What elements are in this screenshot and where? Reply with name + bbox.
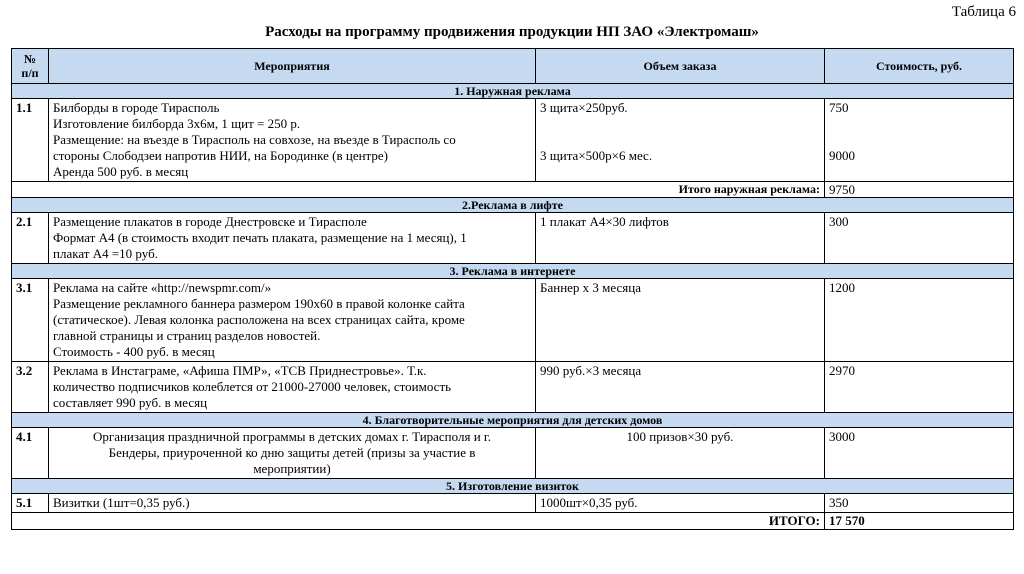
table-header-row [12, 49, 1014, 84]
cost-line: 9000 [829, 148, 855, 163]
activity-line: Размещение плакатов в городе Днестровске и Тирасполе [53, 214, 367, 229]
activity-line: Размещение рекламного баннера размером 190х60 в правой колонке сайта [53, 296, 465, 311]
activity-line: Организация праздничной программы в детских домах г. Тирасполя и г. [92, 429, 492, 444]
row-number: 2.1 [12, 213, 49, 264]
header-cost: Стоимость, руб. [825, 49, 1014, 84]
row-volume: Баннер х 3 месяца [536, 279, 825, 362]
header-volume: Объем заказа [536, 49, 825, 84]
document-title: Расходы на программу продвижения продукции НП ЗАО «Электромаш» [265, 24, 759, 40]
row-volume: 100 призов×30 руб. [536, 428, 825, 479]
row-activity [49, 213, 536, 264]
activity-line: Бендеры, приуроченной ко дню защиты детей (призы за участие в [108, 445, 476, 460]
section-header [12, 198, 1014, 213]
row-number: 5.1 [12, 494, 49, 513]
activity-line: Размещение: на въезде в Тирасполь на совхозе, на въезде в Тирасполь со [53, 132, 456, 147]
section-title: 5. Изготовление визиток [12, 479, 1014, 494]
row-volume [536, 99, 825, 182]
row-activity [49, 99, 536, 182]
subtotal-row [12, 182, 1014, 198]
section-header [12, 264, 1014, 279]
activity-line: Визитки (1шт=0,35 руб.) [53, 495, 190, 510]
table-row [12, 428, 1014, 479]
activity-line: составляет 990 руб. в месяц [53, 395, 208, 410]
section-title: 2.Реклама в лифте [12, 198, 1014, 213]
row-cost: 3000 [825, 428, 1014, 479]
activity-line: Реклама на сайте «http://newspmr.com/» [53, 280, 272, 295]
row-volume: 1000шт×0,35 руб. [536, 494, 825, 513]
section-header [12, 84, 1014, 99]
activity-line: Аренда 500 руб. в месяц [53, 164, 189, 179]
row-activity [49, 279, 536, 362]
grand-total-value: 17 570 [825, 513, 1014, 530]
row-activity [49, 362, 536, 413]
expenses-table [11, 48, 1014, 530]
section-header [12, 479, 1014, 494]
row-cost: 1200 [825, 279, 1014, 362]
row-number: 3.1 [12, 279, 49, 362]
section-title: 1. Наружная реклама [12, 84, 1014, 99]
row-number: 4.1 [12, 428, 49, 479]
volume-line: 3 щита×500р×6 мес. [540, 148, 653, 163]
grand-total-label: ИТОГО: [12, 513, 825, 530]
subtotal-value: 9750 [825, 182, 1014, 198]
row-activity [49, 494, 536, 513]
table-row [12, 279, 1014, 362]
section-title: 3. Реклама в интернете [12, 264, 1014, 279]
section-title: 4. Благотворительные мероприятия для детских домов [12, 413, 1014, 428]
volume-spacer [540, 116, 820, 132]
cost-spacer [829, 132, 1009, 148]
row-volume: 1 плакат А4×30 лифтов [536, 213, 825, 264]
table-row [12, 213, 1014, 264]
table-row [12, 362, 1014, 413]
row-number: 1.1 [12, 99, 49, 182]
row-volume: 990 руб.×3 месяца [536, 362, 825, 413]
cost-spacer [829, 116, 1009, 132]
header-number [12, 49, 49, 84]
activity-line: Стоимость - 400 руб. в месяц [53, 344, 215, 359]
table-row [12, 99, 1014, 182]
subtotal-label: Итого наружная реклама: [12, 182, 825, 198]
header-number-line1: № [23, 52, 37, 66]
activity-line: Билборды в городе Тирасполь [53, 100, 220, 115]
activity-line: количество подписчиков колеблется от 21000-27000 человек, стоимость [53, 379, 452, 394]
activity-line: плакат А4 =10 руб. [53, 246, 158, 261]
table-row [12, 494, 1014, 513]
volume-line: 3 щита×250руб. [540, 100, 628, 115]
row-cost: 2970 [825, 362, 1014, 413]
activity-line: главной страницы и страниц разделов новостей. [53, 328, 321, 343]
cost-line: 750 [829, 100, 849, 115]
row-cost [825, 99, 1014, 182]
volume-spacer [540, 132, 820, 148]
activity-line: Реклама в Инстаграме, «Афиша ПМР», «ТСВ Приднестровье». Т.к. [53, 363, 427, 378]
row-activity [49, 428, 536, 479]
header-number-line2: п/п [21, 66, 39, 80]
activity-line: Формат А4 (в стоимость входит печать плаката, размещение на 1 месяц), 1 [53, 230, 467, 245]
section-header [12, 413, 1014, 428]
table-number-label: Таблица 6 [951, 4, 1016, 20]
header-activity: Мероприятия [49, 49, 536, 84]
activity-line: (статическое). Левая колонка расположена на всех страницах сайта, кроме [53, 312, 465, 327]
row-cost: 350 [825, 494, 1014, 513]
activity-line: мероприятии) [253, 461, 331, 476]
row-number: 3.2 [12, 362, 49, 413]
activity-line: Изготовление билборда 3х6м, 1 щит = 250 р. [53, 116, 301, 131]
activity-line: стороны Слободзеи напротив НИИ, на Бородинке (в центре) [53, 148, 388, 163]
grand-total-row [12, 513, 1014, 530]
row-cost: 300 [825, 213, 1014, 264]
